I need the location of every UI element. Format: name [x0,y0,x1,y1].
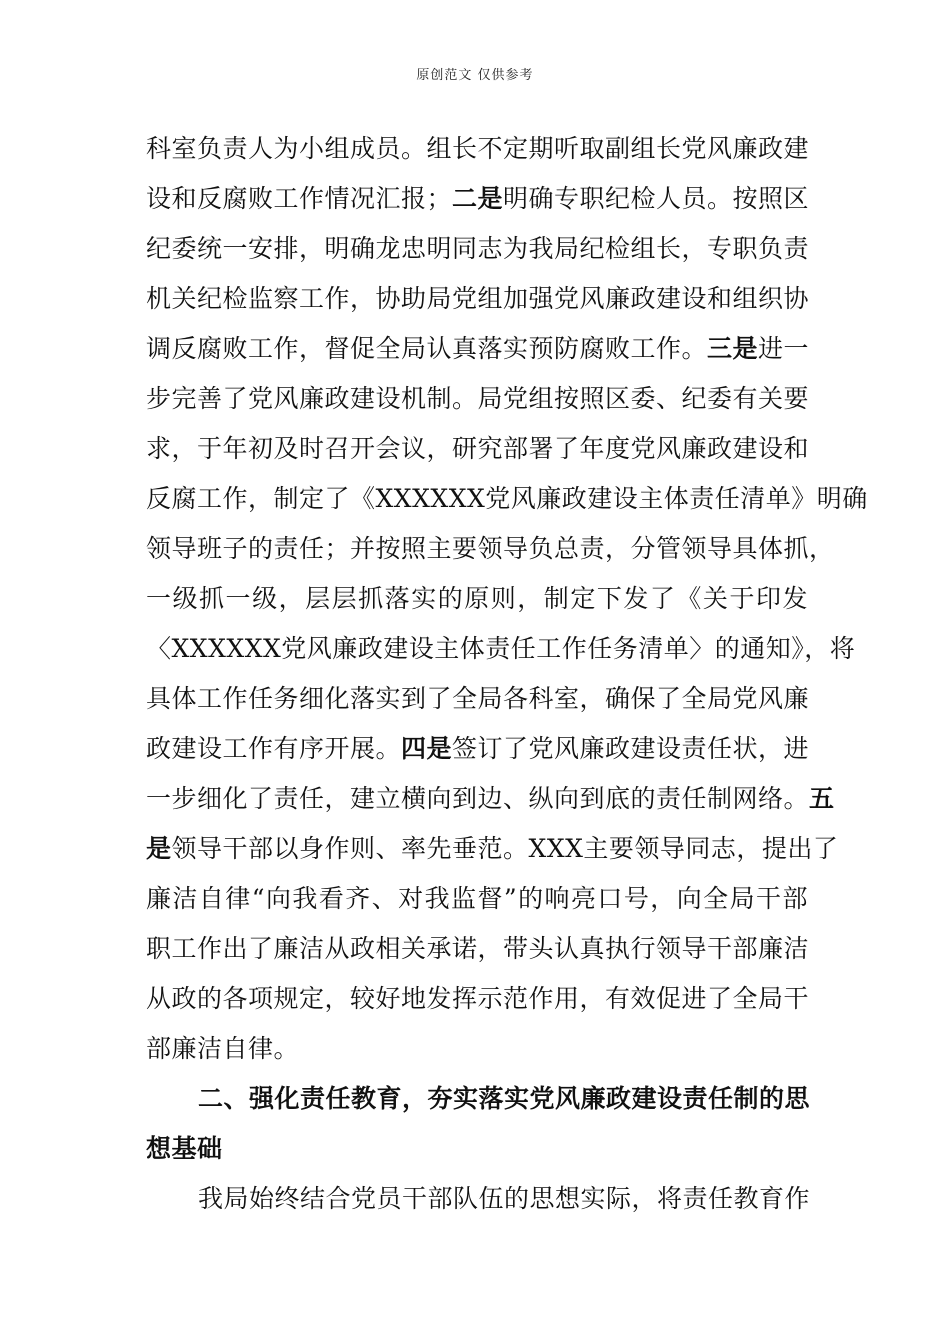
body-line [146,974,808,1024]
body-line [146,224,808,274]
body-line [146,374,808,424]
bold-marker: 三是 [707,334,759,363]
text-run: 廉洁自律“向我看齐、对我监督”的响亮口号，向全局干部 [146,884,808,913]
text-run: 步完善了党风廉政建设机制。局党组按照区委、纪委有关要 [146,384,810,413]
body-line [146,574,808,624]
bold-marker: 二是 [452,184,504,213]
text-run: 反腐工作，制定了《XXXXXX党风廉政建设主体责任清单》明确 [146,484,868,513]
body-line [146,424,808,474]
text-run: 领导干部以身作则、率先垂范。XXX主要领导同志，提出了 [171,834,839,863]
text-run: 机关纪检监察工作，协助局党组加强党风廉政建设和组织协 [146,284,810,313]
body-line [146,524,835,574]
body-line [146,774,835,824]
body-line [146,724,808,774]
text-run: 求，于年初及时召开会议，研究部署了年度党风廉政建设和 [146,434,810,463]
body-line [146,174,808,224]
text-run: 职工作出了廉洁从政相关承诺，带头认真执行领导干部廉洁 [146,934,810,963]
heading-text: 二、强化责任教育，夯实落实党风廉政建设责任制的思 [198,1084,811,1113]
text-run: 从政的各项规定，较好地发挥示范作用，有效促进了全局干 [146,984,810,1013]
text-run: 明确专职纪检人员。按照区 [503,184,810,213]
body-line [146,324,808,374]
bold-marker: 五 [809,784,835,813]
body-line [146,674,808,724]
bold-marker: 是 [146,834,172,863]
text-run: 具体工作任务细化落实到了全局各科室，确保了全局党风廉 [146,684,810,713]
body-line [146,624,856,674]
text-run: 调反腐败工作，督促全局认真落实预防腐败工作。 [146,334,708,363]
body-line [146,1174,811,1224]
text-run: 领导班子的责任；并按照主要领导负总责，分管领导具体抓， [146,534,835,563]
body-line [146,274,808,324]
text-run: 政建设工作有序开展。 [146,734,402,763]
text-run: 我局始终结合党员干部队伍的思想实际，将责任教育作 [198,1184,811,1213]
text-run: 签订了党风廉政建设责任状，进 [452,734,810,763]
text-run: 设和反腐败工作情况汇报； [146,184,453,213]
body-line [146,824,839,874]
bold-marker: 四是 [401,734,453,763]
body-line [146,1024,808,1074]
section-heading [146,1074,811,1124]
text-run: 一级抓一级，层层抓落实的原则，制定下发了《关于印发 [146,584,808,613]
body-line [146,924,808,974]
text-run: 一步细化了责任，建立横向到边、纵向到底的责任制网络。 [146,784,810,813]
text-run: 纪委统一安排，明确龙忠明同志为我局纪检组长，专职负责 [146,234,810,263]
section-heading [146,1124,808,1174]
text-run: 科室负责人为小组成员。组长不定期听取副组长党风廉政建 [146,134,810,163]
body-line [146,124,808,174]
body-line [146,474,868,524]
text-run: 部廉洁自律。 [146,1034,300,1063]
text-run: 进一 [758,334,810,363]
text-run: 〈XXXXXX党风廉政建设主体责任工作任务清单〉的通知》，将 [146,634,856,663]
heading-text: 想基础 [146,1134,223,1163]
page-header: 原创范文 仅供参考 [416,68,534,83]
body-line [146,874,808,924]
document-body [146,124,868,1224]
